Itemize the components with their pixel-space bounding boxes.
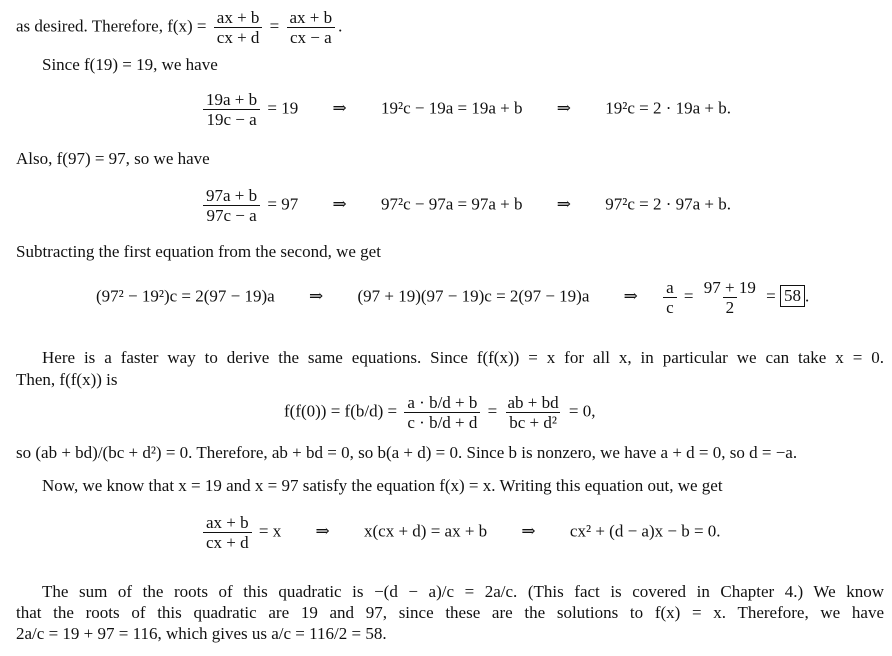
implies-arrow: ⇒: [308, 286, 324, 306]
fraction-numerator: 97 + 19: [703, 278, 756, 297]
fraction-denominator: 2: [723, 297, 738, 317]
equation-step: (97² − 19²)c = 2(97 − 19)a: [96, 286, 275, 306]
fraction-numerator: ab + bd: [507, 393, 559, 412]
implies-arrow: ⇒: [332, 98, 347, 118]
equation-subtraction: [96, 278, 809, 317]
implies-arrow: ⇒: [332, 194, 347, 214]
also-f97-line: Also, f(97) = 97, so we have: [16, 149, 210, 168]
implies-arrow: ⇒: [556, 194, 571, 214]
fraction-ax-b-over-cx-minus-a: [287, 8, 336, 47]
fraction-denominator: cx + d: [203, 532, 252, 552]
implies-arrow: ⇒: [521, 521, 536, 541]
sum-of-roots-line-3: 2a/c = 19 + 97 = 116, which gives us a/c = 116/2 = 58.: [16, 624, 387, 643]
fraction-97a-b: [203, 186, 260, 225]
equation-result: 19²c = 2 · 19a + b.: [605, 98, 732, 118]
sum-of-roots-line-2: that the roots of this quadratic are 19 and 97, since these are the solutions to f(x) = x. Therefore, we have: [16, 603, 884, 622]
now-we-know-line: Now, we know that x = 19 and x = 97 satisfy the equation f(x) = x. Writing this equation out, we get: [42, 476, 723, 495]
implies-arrow: ⇒: [315, 521, 330, 541]
equation-rhs: = x: [258, 521, 282, 541]
equation-step: 19²c − 19a = 19a + b: [380, 98, 523, 118]
equation-lhs: f(f(0)) = f(b/d) =: [284, 401, 398, 421]
equals-sign: =: [487, 401, 498, 421]
subtracting-line: Subtracting the first equation from the second, we get: [16, 242, 381, 261]
period: .: [804, 286, 810, 306]
fraction-ab-d-plus-b: [404, 393, 480, 432]
equation-f-f-0: [284, 393, 595, 432]
equation-step: (97 + 19)(97 − 19)c = 2(97 − 19)a: [357, 286, 590, 306]
equation-rhs: = 97: [267, 194, 299, 214]
fraction-numerator: ax + b: [289, 8, 333, 27]
fraction-denominator: 19c − a: [203, 109, 259, 129]
fraction-numerator: a: [666, 278, 674, 297]
fraction-numerator: 97a + b: [206, 186, 258, 205]
implies-arrow: ⇒: [556, 98, 571, 118]
fraction-numerator: ax + b: [206, 513, 249, 532]
conclusion-line: [16, 8, 342, 47]
fraction-denominator: bc + d²: [506, 412, 560, 432]
fraction-numerator: 19a + b: [206, 90, 258, 109]
equation-result: 97²c = 2 · 97a + b.: [605, 194, 732, 214]
equation-step: x(cx + d) = ax + b: [363, 521, 488, 541]
period: .: [338, 16, 343, 36]
fraction-97-plus-19-over-2: [701, 278, 759, 317]
equation-step: 97²c − 97a = 97a + b: [380, 194, 523, 214]
fraction-ab-bd-over-bc-d2: [504, 393, 561, 432]
therefore-line: so (ab + bd)/(bc + d²) = 0. Therefore, ab + bd = 0, so b(a + d) = 0. Since b is nonzero, we have a + d = 0, so d = −a.: [16, 443, 798, 462]
equals-sign: =: [683, 286, 694, 306]
fraction-numerator: ax + b: [216, 8, 260, 27]
boxed-answer: 58: [780, 285, 805, 307]
fraction-denominator: c: [663, 297, 677, 317]
fraction-denominator: c · b/d + d: [404, 412, 480, 432]
equals-sign: =: [766, 286, 776, 306]
fraction-denominator: cx + d: [214, 27, 263, 47]
equation-result: cx² + (d − a)x − b = 0.: [569, 521, 721, 541]
fraction-ax-b-over-cx-d: [214, 8, 263, 47]
fraction-numerator: a · b/d + b: [407, 393, 478, 412]
implies-arrow: ⇒: [623, 286, 638, 306]
fraction-a-over-c: [663, 278, 677, 317]
conclusion-prefix: as desired. Therefore, f(x) =: [16, 16, 207, 36]
equals-sign: =: [269, 16, 280, 36]
faster-way-line-2: Then, f(f(x)) is: [16, 370, 118, 389]
faster-way-line-1: Here is a faster way to derive the same equations. Since f(f(x)) = x for all x, in particular we can take x = 0.: [42, 348, 884, 367]
since-f19-line: Since f(19) = 19, we have: [42, 55, 218, 74]
fraction-19a-b: [203, 90, 260, 129]
equation-fixed-point: [200, 513, 721, 552]
sum-of-roots-line-1: The sum of the roots of this quadratic is −(d − a)/c = 2a/c. (This fact is covered in Chapter 4.) We know: [42, 582, 884, 601]
equation-rhs: = 0,: [568, 401, 596, 421]
fraction-denominator: 97c − a: [203, 205, 259, 225]
equation-f97: [200, 186, 731, 225]
equation-rhs: = 19: [267, 98, 299, 118]
equation-f19: [200, 90, 731, 129]
fraction-ax-b-over-cx-d: [203, 513, 252, 552]
fraction-denominator: cx − a: [287, 27, 335, 47]
